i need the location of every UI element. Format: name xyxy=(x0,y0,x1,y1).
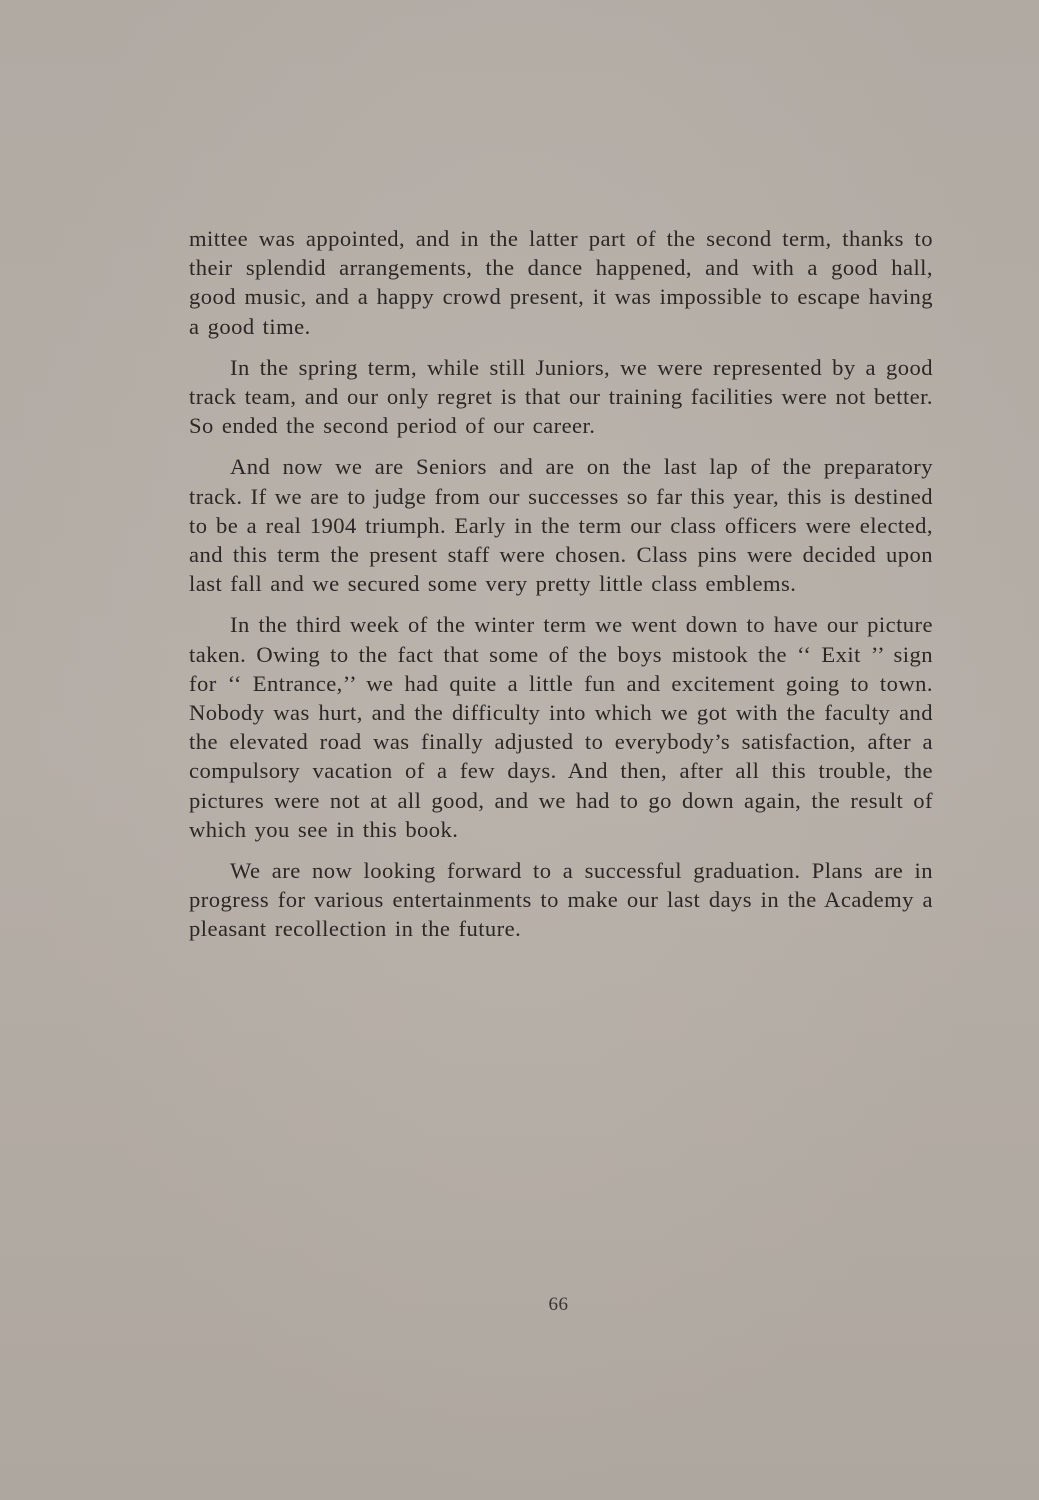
body-text xyxy=(189,224,933,956)
paragraph-continuation: mittee was appointed, and in the latter part of the second term, thanks to their splendid arrangements, the dance happened, and with a good hall, good music, and a happy crowd present, it was impossible to escape having a good time. xyxy=(189,226,933,339)
paragraph-spring-term: In the spring term, while still Juniors, we were represented by a good track team, and our only regret is that our training facilities were not better. So ended the second period of our career. xyxy=(189,354,933,439)
paragraph-graduation: We are now looking forward to a successful graduation. Plans are in progress for various entertainments to make our last days in the Academy a pleasant recollection in the future. xyxy=(189,858,933,942)
paragraph-seniors: And now we are Seniors and are on the last lap of the preparatory track. If we are to judge from our successes so far this year, this is destined to be a real 1904 triumph. Early in the term our class officers were elected, and this term the present staff were chosen. Class pins were decided upon last fall and we secured some very pretty little class emblems. xyxy=(189,454,933,597)
paragraph-picture: In the third week of the winter term we went down to have our picture taken. Owing to the fact that some of the boys mistook the ‘‘ Exit ’’ sign for ‘‘ Entrance,’’ we had quite a little fun and excitement going to town. Nobody was hurt, and the difficulty into which we got with the faculty and the elevated road was finally adjusted to everybody’s satisfaction, after a compulsory vacation of a few days. And then, after all this trouble, the pictures were not at all good, and we had to go down again, the result of which you see in this book. xyxy=(189,612,933,842)
page-number: 66 xyxy=(548,1294,569,1315)
